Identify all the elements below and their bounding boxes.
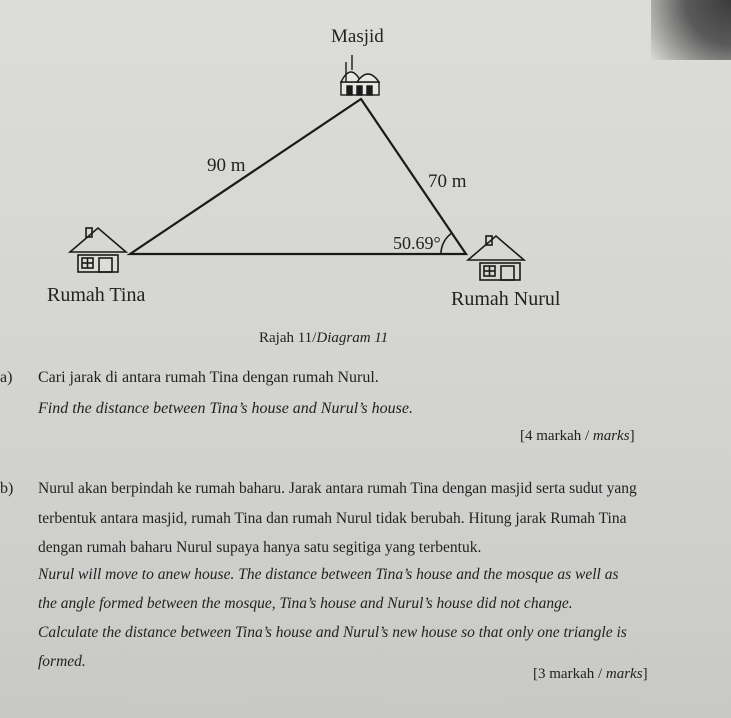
marks-a-close: ]: [629, 428, 635, 444]
marks-b-malay: [3 markah /: [533, 666, 606, 682]
question-b-malay-line-1: Nurul akan berpindah ke rumah baharu. Jarak antara rumah Tina dengan masjid serta sudut yang: [38, 480, 637, 497]
label-rumah-nurul: Rumah Nurul: [451, 288, 561, 310]
diagram-caption: [259, 331, 388, 346]
marks-a-malay: [4 markah /: [520, 428, 593, 444]
question-b-label: b): [0, 480, 14, 497]
caption-english: Diagram 11: [316, 330, 389, 346]
mosque-icon: [341, 55, 379, 95]
label-side-70: 70 m: [428, 171, 467, 192]
question-b-marks: [533, 667, 648, 682]
question-b-malay-line-3: dengan rumah baharu Nurul supaya hanya satu segitiga yang terbentuk.: [38, 539, 482, 556]
label-masjid: Masjid: [331, 26, 384, 47]
question-a-marks: [520, 429, 635, 444]
question-a-text-english: Find the distance between Tina’s house and Nurul’s house.: [38, 400, 413, 417]
question-b-english-line-2: the angle formed between the mosque, Tina’s house and Nurul’s house did not change.: [38, 595, 573, 612]
marks-b-english: marks: [605, 666, 643, 682]
label-side-90: 90 m: [207, 155, 246, 176]
angle-arc: [441, 233, 452, 254]
question-b-english-line-3: Calculate the distance between Tina’s house and Nurul’s new house so that only one triangle is: [38, 624, 627, 641]
triangle: [130, 99, 466, 254]
question-a-text-malay: Cari jarak di antara rumah Tina dengan rumah Nurul.: [38, 369, 379, 386]
marks-b-close: ]: [642, 666, 648, 682]
house-tina-icon: [70, 228, 126, 272]
question-b-english-line-4: formed.: [38, 653, 86, 670]
question-a-label: a): [0, 369, 13, 386]
caption-malay: Rajah 11/: [259, 330, 317, 346]
label-angle: 50.69°: [393, 233, 441, 253]
house-nurul-icon: [468, 236, 524, 280]
question-b-malay-line-2: terbentuk antara masjid, rumah Tina dan rumah Nurul tidak berubah. Hitung jarak Rumah Tina: [38, 510, 627, 527]
marks-a-english: marks: [592, 428, 630, 444]
label-rumah-tina: Rumah Tina: [47, 284, 146, 306]
question-b-english-line-1: Nurul will move to anew house. The distance between Tina’s house and the mosque as well as: [38, 566, 619, 583]
